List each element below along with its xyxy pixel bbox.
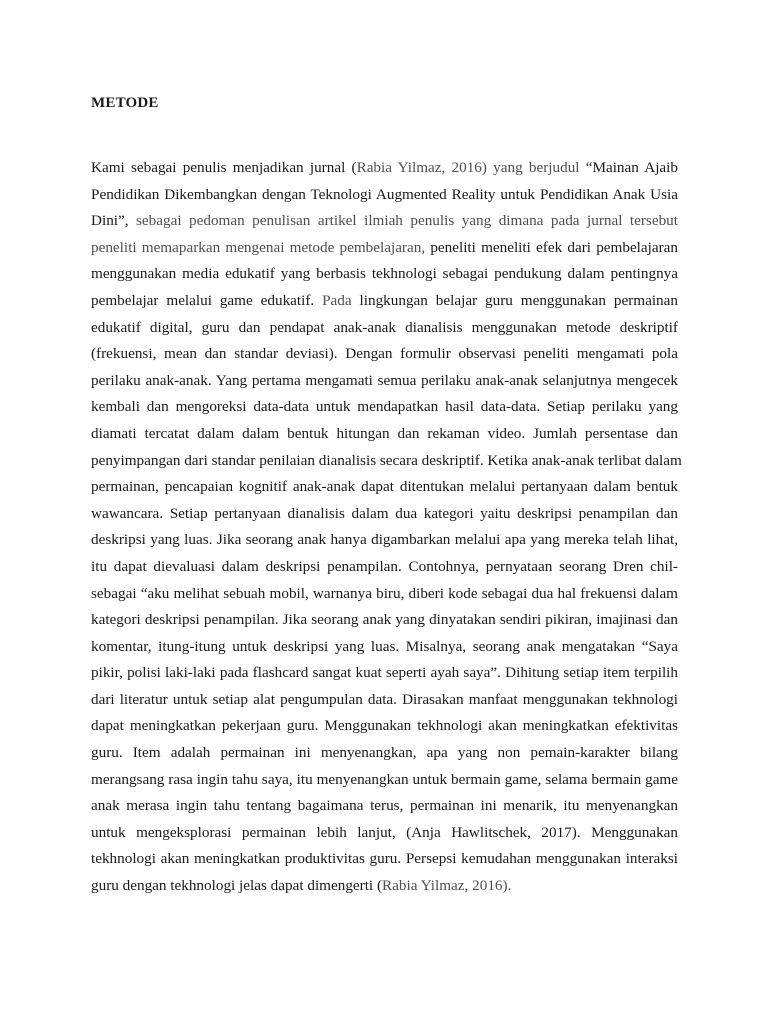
body-text-segment: Kami sebagai penulis menjadikan jurnal ( — [91, 159, 357, 176]
body-text-segment: edukatif digital, guru dan pendapat anak-anak dianalisis menggunakan metode deskriptif — [91, 318, 678, 336]
body-text-segment: penyimpangan dari standar penilaian dianalisis secara deskriptif. Ketika anak-anak terlibat dalam — [91, 451, 682, 469]
body-text-segment: guru dengan tekhnologi jelas dapat dimengerti ( — [91, 877, 383, 895]
body-text-segment: Dini”, — [91, 212, 137, 230]
body-text-segment: lingkungan belajar guru menggunakan permainan — [351, 291, 678, 309]
body-text-segment: wawancara. Setiap pertanyaan dianalisis dalam dua kategori yaitu deskripsi penampilan dan — [91, 504, 678, 522]
text-line — [91, 315, 678, 342]
body-text-segment: pembelajar melalui game edukatif. — [91, 291, 323, 309]
text-line — [91, 846, 678, 873]
text-line — [91, 820, 678, 847]
text-line — [91, 793, 678, 820]
text-line — [91, 554, 678, 581]
citation-text: sebagai pedoman penulisan artikel ilmiah penulis yang dimana pada jurnal tersebut — [136, 212, 678, 230]
body-text-segment: komentar, itung-itung untuk deskripsi yang luas. Misalnya, seorang anak mengatakan “Saya — [91, 637, 678, 655]
text-line — [91, 873, 678, 900]
text-line — [91, 155, 678, 182]
body-text-segment: peneliti meneliti efek dari pembelajaran — [425, 238, 678, 256]
body-text-segment: dapat meningkatkan pekerjaan guru. Menggunakan tekhnologi akan meningkatkan efektivitas — [91, 717, 678, 735]
citation-text: Pada — [322, 291, 352, 309]
text-line — [91, 235, 678, 262]
text-line — [91, 288, 678, 315]
text-line — [91, 261, 678, 288]
body-text-segment: (frekuensi, mean dan standar deviasi). Dengan formulir observasi peneliti mengamati pola — [91, 345, 678, 363]
body-text-segment: dari literatur untuk setiap alat pengumpulan data. Dirasakan manfaat menggunakan tekhnologi — [91, 690, 678, 708]
text-line — [91, 740, 678, 767]
text-line — [91, 474, 678, 501]
body-text-segment: merangsang rasa ingin tahu saya, itu menyenangkan untuk bermain game, selama bermain game — [91, 770, 678, 788]
body-text-segment: guru. Item adalah permainan ini menyenangkan, apa yang non pemain-karakter bilang — [91, 744, 678, 762]
body-text-segment: perilaku anak-anak. Yang pertama mengamati semua perilaku anak-anak selanjutnya mengecek — [91, 371, 678, 389]
body-text-segment: anak merasa ingin tahu tentang bagaimana terus, permainan ini menarik, itu menyenangkan — [91, 797, 678, 815]
citation-text: Rabia Yilmaz, 2016) yang berjudul — [356, 159, 580, 176]
body-text-segment: untuk mengeksplorasi permainan lebih lanjut, (Anja Hawlitschek, 2017). Menggunakan — [91, 823, 678, 841]
body-text-segment: permainan, pencapaian kognitif anak-anak dapat ditentukan melalui pertanyaan dalam bentuk — [91, 478, 678, 496]
citation-text: Rabia Yilmaz, 2016). — [382, 877, 512, 895]
body-text-segment: tekhnologi akan meningkatkan produktivitas guru. Persepsi kemudahan menggunakan interaksi — [91, 850, 678, 868]
text-line — [91, 421, 678, 448]
body-text-segment: kembali dan mengoreksi data-data untuk mendapatkan hasil data-data. Setiap perilaku yang — [91, 398, 678, 416]
text-line — [91, 341, 678, 368]
body-paragraph — [91, 155, 682, 900]
text-line — [91, 448, 682, 475]
body-text-segment: sebagai “aku melihat sebuah mobil, warnanya biru, diberi kode sebagai dua hal frekuensi dalam — [91, 584, 678, 602]
body-text-segment: kategori deskripsi penampilan. Jika seorang anak yang dinyatakan sendiri pikiran, imajinasi dan — [91, 611, 678, 629]
text-line — [91, 527, 678, 554]
text-line — [91, 607, 678, 634]
text-line — [91, 394, 678, 421]
body-text-segment: Pendidikan Dikembangkan dengan Teknologi Augmented Reality untuk Pendidikan Anak Usia — [91, 185, 678, 203]
text-line — [91, 660, 678, 687]
text-line — [91, 501, 678, 528]
body-text-segment: itu dapat dievaluasi dalam deskripsi penampilan. Contohnya, pernyataan seorang Dren chil- — [91, 557, 678, 575]
section-heading: METODE — [91, 95, 159, 111]
text-line — [91, 182, 678, 209]
text-line — [91, 687, 678, 714]
body-text-segment: pikir, polisi laki-laki pada flashcard sangat kuat seperti ayah saya”. Dihitung setiap item terpilih — [91, 664, 678, 682]
text-line — [91, 767, 678, 794]
text-line — [91, 713, 678, 740]
text-line — [91, 634, 678, 661]
text-line — [91, 581, 678, 608]
body-text-segment: diamati tercatat dalam dalam bentuk hitungan dan rekaman video. Jumlah persentase dan — [91, 424, 678, 442]
text-line — [91, 208, 678, 235]
citation-text: peneliti memaparkan mengenai metode pembelajaran, — [91, 238, 426, 256]
body-text-segment: menggunakan media edukatif yang berbasis tekhnologi sebagai pendukung dalam pentingnya — [91, 265, 678, 283]
text-line — [91, 368, 678, 395]
body-text-segment: “Mainan Ajaib — [579, 159, 678, 176]
body-text-segment: deskripsi yang luas. Jika seorang anak hanya digambarkan melalui apa yang mereka telah lihat, — [91, 531, 678, 549]
